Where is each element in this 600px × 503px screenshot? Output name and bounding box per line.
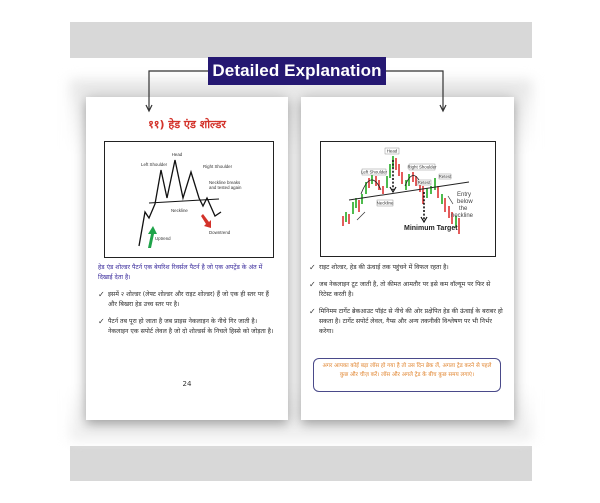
svg-text:Downtrend: Downtrend (209, 230, 231, 235)
check-icon: ✓ (309, 307, 316, 316)
svg-text:Neckline: Neckline (376, 200, 394, 206)
svg-text:neckline: neckline (451, 213, 474, 219)
head-and-shoulders-diagram (104, 141, 274, 258)
candlestick-head-and-shoulders-chart (320, 141, 496, 257)
page-title: ११) हेड एंड शोल्डर (148, 118, 226, 131)
svg-text:Uptrend: Uptrend (155, 236, 171, 241)
bullet-item: ✓ मिनिमम टार्गेट ब्रेकआउट पॉइंट से नीचे की ओर प्रक्षेपित हेड की ऊंचाई के बराबर हो सकता है। टार्गेट सपोर्ट लेवल, गैप्स और अन्य तकनीकी विश्लेषण पर भी निर्भर करेगा। (309, 307, 503, 335)
svg-text:Head: Head (386, 148, 398, 154)
bullet-item: ✓ इसमें २ शोल्डर (लेफ्ट शोल्डर और राइट शोल्डर) हैं जो एक ही स्तर पर हैं और बिखरा हेड उच्च स्तर पर है। (98, 290, 269, 308)
svg-text:Left Shoulder: Left Shoulder (360, 169, 388, 175)
svg-text:Right Shoulder: Right Shoulder (407, 164, 437, 170)
check-icon: ✓ (98, 317, 105, 326)
svg-text:Minimum Target: Minimum Target (404, 225, 458, 232)
bottom-gray-band (70, 446, 532, 481)
left-connector-arrow (144, 70, 210, 114)
svg-text:Neckline: Neckline (171, 208, 188, 213)
svg-text:Right Shoulder: Right Shoulder (203, 164, 233, 169)
svg-text:Retest: Retest (417, 180, 431, 185)
left-book-page (86, 97, 288, 420)
check-icon: ✓ (309, 280, 316, 289)
bullet-item: ✓ जब नेकलाइन टूट जाती है, तो कीमत आमतौर पर इसे कम वॉल्यूम पर फिर से रिटेस्ट करती है। (309, 280, 491, 298)
trading-tip-box: अगर आपका कोई बड़ा लॉस हो गया है तो उस दिन ब्रेक लें, अगला ट्रेड करने से पहले कुछ और चीज़ करें। लॉस और अगले ट्रेड के बीच कुछ समय लगाएं। (313, 358, 501, 392)
svg-text:Entry: Entry (457, 192, 472, 198)
check-icon: ✓ (309, 263, 316, 272)
right-connector-arrow (385, 70, 449, 114)
bullet-item: ✓ पैटर्न तब पूरा हो जाता है जब प्राइस नेकलाइन के नीचे गिर जाती है। नेकलाइन एक सपोर्ट लेवल है जो दो शोल्डर्स के निचले हिस्से को जोड़ता है। (98, 317, 274, 335)
svg-text:below: below (457, 199, 473, 205)
svg-text:Retest: Retest (438, 174, 452, 179)
check-icon: ✓ (98, 290, 105, 299)
right-book-page (301, 97, 514, 420)
svg-text:Head: Head (171, 152, 183, 157)
explanation-text (98, 263, 278, 337)
intro-paragraph: हेड एंड शोल्डर पैटर्न एक बेयरिश रिवर्सल पैटर्न है जो एक अपट्रेंड के अंत में दिखाई देता है। (98, 264, 263, 281)
svg-text:Left Shoulder: Left Shoulder (141, 162, 168, 167)
svg-text:Neckline breaks: Neckline breaks (209, 180, 241, 185)
explanation-text (309, 263, 505, 337)
svg-text:and tested again: and tested again (209, 185, 242, 190)
top-gray-band (70, 22, 532, 58)
downtrend-arrow-icon (201, 214, 211, 228)
detailed-explanation-banner: Detailed Explanation (208, 57, 386, 85)
page-number: 24 (182, 380, 192, 388)
bullet-item: ✓ राइट शोल्डर, हेड की ऊंचाई तक पहुंचने में विफल रहता है। (309, 263, 449, 272)
svg-text:the: the (459, 206, 468, 212)
